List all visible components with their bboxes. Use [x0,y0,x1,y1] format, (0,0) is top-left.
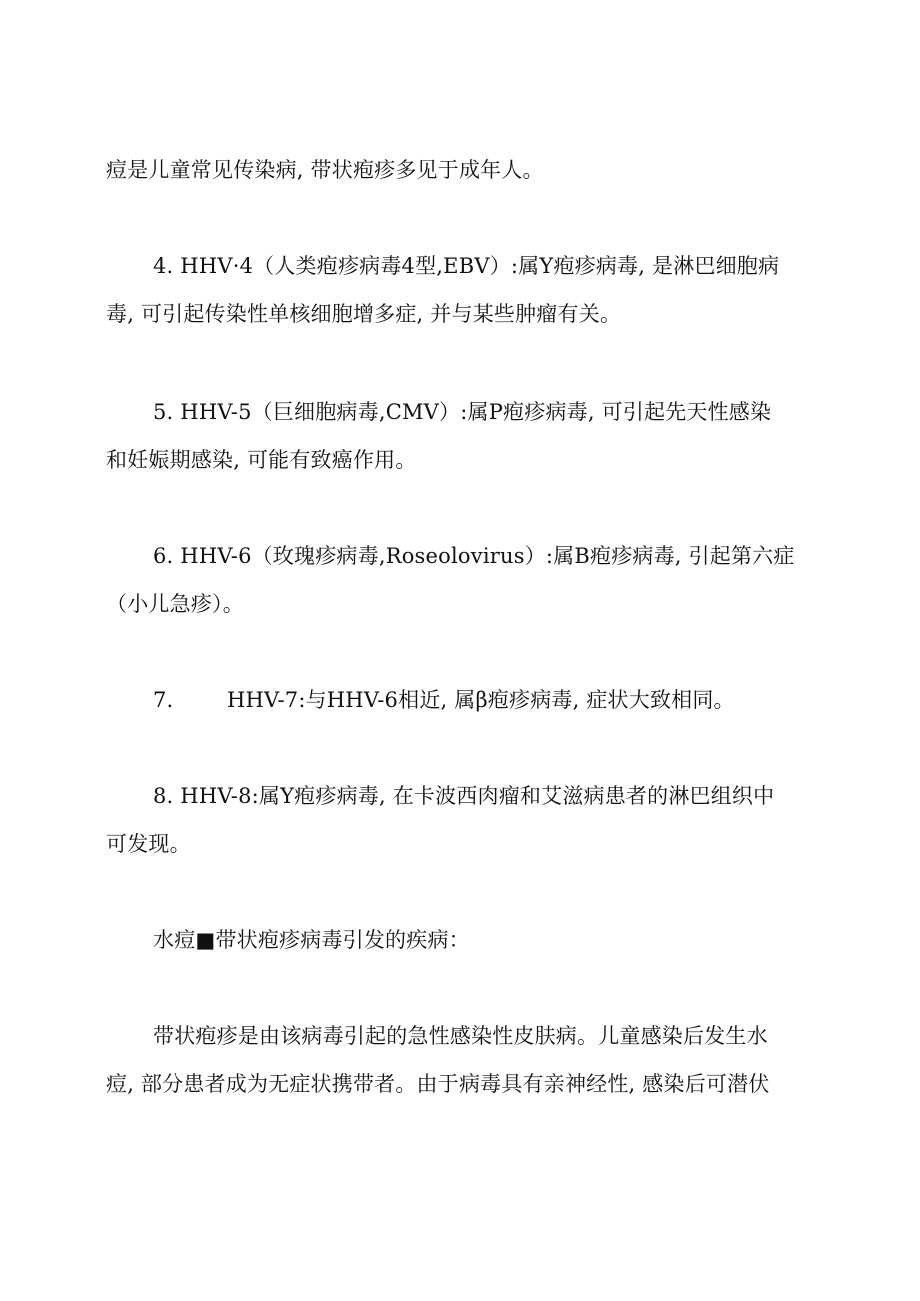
list-item-hhv8-line2: 可发现。 [106,832,191,856]
list-text: HHV-7:与HHV-6相近, 属β疱疹病毒, 症状大致相同。 [227,688,735,712]
list-item-hhv4-line2: 毒, 可引起传染性单核细胞增多症, 并与某些肿瘤有关。 [106,302,622,326]
list-number: 7. [153,688,174,712]
body-paragraph-line1: 带状疱疹是由该病毒引起的急性感染性皮肤病。儿童感染后发生水 [153,1024,768,1048]
list-item-hhv5-line1: 5. HHV-5（巨细胞病毒,CMV）:属P疱疹病毒, 可引起先天性感染 [153,400,772,424]
list-item-hhv4-line1: 4. HHV·4（人类疱疹病毒4型,EBV）:属Y疱疹病毒, 是淋巴细胞病 [153,254,780,278]
list-item-hhv8-line1: 8. HHV-8:属Y疱疹病毒, 在卡波西肉瘤和艾滋病患者的淋巴组织中 [153,784,775,808]
list-item-hhv7 [0,685,920,715]
paragraph-continuation: 痘是儿童常见传染病, 带状疱疹多见于成年人。 [106,158,544,182]
list-item-hhv6-line2: （小儿急疹）。 [106,592,244,616]
section-heading: 水痘■带状疱疹病毒引发的疾病： [153,928,470,952]
list-item-hhv6-line1: 6. HHV-6（玫瑰疹病毒,Roseolovirus）:属B疱疹病毒, 引起第六症 [153,544,795,568]
body-paragraph-line2: 痘, 部分患者成为无症状携带者。由于病毒具有亲神经性, 感染后可潜伏 [106,1072,770,1096]
list-item-hhv5-line2: 和妊娠期感染, 可能有致癌作用。 [106,448,417,472]
